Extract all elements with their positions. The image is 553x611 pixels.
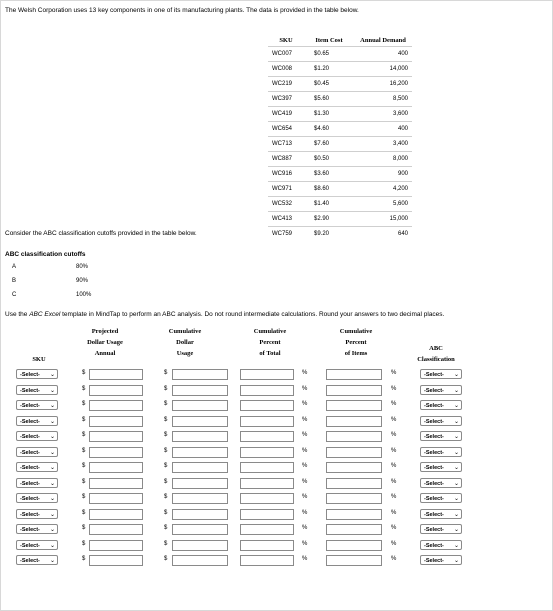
currency-symbol: $ bbox=[164, 416, 168, 423]
abc-select-value: -Select- bbox=[424, 434, 444, 440]
projected-annual-dollar-usage-input[interactable] bbox=[89, 555, 143, 566]
cumulative-percent-total-input[interactable] bbox=[240, 416, 294, 427]
header-item-cost: Item Cost bbox=[315, 36, 343, 44]
cutoff-class: C bbox=[12, 292, 17, 298]
cumulative-percent-items-input[interactable] bbox=[326, 400, 382, 411]
sku-cell: WC971 bbox=[268, 182, 304, 197]
percent-symbol: % bbox=[391, 416, 397, 423]
sku-select[interactable] bbox=[16, 555, 58, 565]
chevron-down-icon: ⌄ bbox=[49, 511, 55, 518]
answer-row bbox=[0, 400, 553, 414]
annual-demand-cell: 400 bbox=[354, 122, 412, 137]
abc-select-value: -Select- bbox=[424, 403, 444, 409]
percent-symbol: % bbox=[302, 401, 308, 407]
projected-annual-dollar-usage-input[interactable] bbox=[89, 493, 143, 504]
currency-symbol: $ bbox=[82, 447, 86, 454]
sku-select-value: -Select- bbox=[20, 387, 40, 394]
percent-symbol: % bbox=[302, 556, 308, 562]
annual-demand-cell: 3,400 bbox=[354, 137, 412, 152]
chevron-down-icon: ⌄ bbox=[453, 511, 459, 518]
cumulative-dollar-usage-input[interactable] bbox=[172, 462, 228, 473]
abc-classification-select[interactable] bbox=[420, 493, 462, 503]
answer-row bbox=[0, 540, 553, 554]
answer-header-sku bbox=[14, 354, 64, 365]
currency-symbol: $ bbox=[82, 385, 86, 392]
projected-annual-dollar-usage-input[interactable] bbox=[89, 447, 143, 458]
percent-symbol: % bbox=[302, 494, 308, 500]
chevron-down-icon: ⌄ bbox=[49, 403, 55, 409]
chevron-down-icon: ⌄ bbox=[49, 387, 55, 394]
currency-symbol: $ bbox=[82, 463, 86, 469]
annual-demand-cell: 5,600 bbox=[354, 197, 412, 212]
currency-symbol: $ bbox=[164, 432, 168, 438]
cumulative-percent-items-input[interactable] bbox=[326, 540, 382, 551]
data-table-row bbox=[268, 212, 412, 227]
answer-row bbox=[0, 509, 553, 523]
percent-symbol: % bbox=[302, 432, 308, 438]
answer-header-cumulative-percent-items bbox=[318, 326, 394, 359]
sku-select-value: -Select- bbox=[20, 558, 40, 564]
percent-symbol: % bbox=[302, 463, 308, 469]
sku-select[interactable] bbox=[16, 416, 58, 426]
answer-row bbox=[0, 416, 553, 430]
sku-cell: WC219 bbox=[268, 77, 304, 92]
sku-select-value: -Select- bbox=[20, 434, 40, 440]
sku-select[interactable] bbox=[16, 524, 58, 534]
cumulative-percent-total-input[interactable] bbox=[240, 462, 294, 473]
answer-row bbox=[0, 493, 553, 507]
sku-select[interactable] bbox=[16, 369, 58, 379]
annual-demand-cell: 3,600 bbox=[354, 107, 412, 122]
projected-annual-dollar-usage-input[interactable] bbox=[89, 509, 143, 520]
sku-select[interactable] bbox=[16, 431, 58, 441]
data-table-row bbox=[268, 197, 412, 212]
data-table-row bbox=[268, 77, 412, 92]
percent-symbol: % bbox=[391, 447, 397, 454]
sku-cell: WC887 bbox=[268, 152, 304, 167]
currency-symbol: $ bbox=[164, 525, 168, 531]
projected-annual-dollar-usage-input[interactable] bbox=[89, 369, 143, 380]
cumulative-dollar-usage-input[interactable] bbox=[172, 431, 228, 442]
annual-demand-cell: 4,200 bbox=[354, 182, 412, 197]
cumulative-dollar-usage-input[interactable] bbox=[172, 555, 228, 566]
data-table-row bbox=[268, 152, 412, 167]
percent-symbol: % bbox=[391, 401, 397, 407]
sku-cell: WC713 bbox=[268, 137, 304, 152]
projected-annual-dollar-usage-input[interactable] bbox=[89, 431, 143, 442]
header-line: Percent bbox=[345, 339, 367, 346]
header-line: Usage bbox=[176, 350, 194, 357]
sku-select[interactable] bbox=[16, 478, 58, 488]
abc-select-value: -Select- bbox=[424, 480, 444, 487]
chevron-down-icon: ⌄ bbox=[453, 465, 459, 471]
header-line: of Items bbox=[344, 350, 368, 357]
sku-select-value: -Select- bbox=[20, 480, 40, 487]
percent-symbol: % bbox=[391, 478, 397, 485]
sku-select-value: -Select- bbox=[20, 465, 40, 471]
currency-symbol: $ bbox=[82, 432, 86, 438]
chevron-down-icon: ⌄ bbox=[49, 434, 55, 440]
projected-annual-dollar-usage-input[interactable] bbox=[89, 400, 143, 411]
currency-symbol: $ bbox=[164, 385, 168, 392]
abc-select-value: -Select- bbox=[424, 418, 444, 425]
percent-symbol: % bbox=[302, 509, 308, 516]
sku-cell: WC654 bbox=[268, 122, 304, 137]
cumulative-percent-items-input[interactable] bbox=[326, 493, 382, 504]
data-table-row bbox=[268, 92, 412, 107]
currency-symbol: $ bbox=[164, 478, 168, 485]
chevron-down-icon: ⌄ bbox=[49, 449, 55, 456]
abc-classification-select[interactable] bbox=[420, 478, 462, 488]
currency-symbol: $ bbox=[164, 509, 168, 516]
header-line: Cumulative bbox=[339, 328, 373, 335]
cumulative-dollar-usage-input[interactable] bbox=[172, 447, 228, 458]
header-line: Projected bbox=[91, 328, 119, 335]
cutoff-table-title: ABC classification cutoffs bbox=[5, 251, 86, 258]
percent-symbol: % bbox=[302, 447, 308, 454]
item-cost-cell: $0.65 bbox=[304, 47, 354, 62]
cumulative-percent-items-input[interactable] bbox=[326, 369, 382, 380]
answer-row bbox=[0, 555, 553, 569]
currency-symbol: $ bbox=[82, 540, 86, 547]
header-line: Dollar bbox=[176, 339, 194, 346]
answer-row bbox=[0, 431, 553, 445]
cumulative-percent-total-input[interactable] bbox=[240, 431, 294, 442]
data-table-row bbox=[268, 47, 412, 62]
cumulative-percent-total-input[interactable] bbox=[240, 400, 294, 411]
chevron-down-icon: ⌄ bbox=[453, 449, 459, 456]
chevron-down-icon: ⌄ bbox=[453, 434, 459, 440]
answer-row bbox=[0, 478, 553, 492]
projected-annual-dollar-usage-input[interactable] bbox=[89, 524, 143, 535]
abc-classification-select[interactable] bbox=[420, 540, 462, 550]
cumulative-percent-items-input[interactable] bbox=[326, 385, 382, 396]
cumulative-dollar-usage-input[interactable] bbox=[172, 385, 228, 396]
chevron-down-icon: ⌄ bbox=[453, 542, 459, 549]
chevron-down-icon: ⌄ bbox=[453, 372, 459, 378]
data-table-row bbox=[268, 62, 412, 77]
sku-cell: WC413 bbox=[268, 212, 304, 227]
data-table-row bbox=[268, 107, 412, 122]
header-line: Annual bbox=[94, 350, 116, 357]
sku-cell: WC419 bbox=[268, 107, 304, 122]
cumulative-dollar-usage-input[interactable] bbox=[172, 493, 228, 504]
chevron-down-icon: ⌄ bbox=[49, 480, 55, 487]
sku-select[interactable] bbox=[16, 462, 58, 472]
sku-select[interactable] bbox=[16, 540, 58, 550]
instructions-before: Use the bbox=[5, 311, 30, 318]
cumulative-dollar-usage-input[interactable] bbox=[172, 369, 228, 380]
sku-cell: WC759 bbox=[268, 227, 304, 242]
header-line: Dollar Usage bbox=[87, 339, 123, 346]
cumulative-percent-total-input[interactable] bbox=[240, 540, 294, 551]
cutoff-class: A bbox=[12, 264, 17, 270]
abc-classification-select[interactable] bbox=[420, 385, 462, 395]
answer-header-projected bbox=[70, 326, 140, 359]
intro-text: The Welsh Corporation uses 13 key components in one of its manufacturing plants. The data is provided in the table below. bbox=[5, 7, 359, 14]
data-table-row bbox=[268, 167, 412, 182]
item-cost-cell: $1.20 bbox=[304, 62, 354, 77]
sku-select[interactable] bbox=[16, 509, 58, 519]
cumulative-percent-total-input[interactable] bbox=[240, 385, 294, 396]
chevron-down-icon: ⌄ bbox=[453, 527, 459, 533]
currency-symbol: $ bbox=[164, 540, 168, 547]
sku-select-value: -Select- bbox=[20, 511, 40, 518]
component-data-table bbox=[268, 35, 412, 241]
annual-demand-cell: 640 bbox=[354, 227, 412, 242]
currency-symbol: $ bbox=[82, 509, 86, 516]
chevron-down-icon: ⌄ bbox=[453, 387, 459, 394]
annual-demand-cell: 900 bbox=[354, 167, 412, 182]
annual-demand-cell: 16,200 bbox=[354, 77, 412, 92]
percent-symbol: % bbox=[391, 494, 397, 500]
sku-select[interactable] bbox=[16, 493, 58, 503]
data-table-row bbox=[268, 182, 412, 197]
abc-select-value: -Select- bbox=[424, 465, 444, 471]
percent-symbol: % bbox=[302, 478, 308, 485]
currency-symbol: $ bbox=[164, 447, 168, 454]
percent-symbol: % bbox=[391, 463, 397, 469]
sku-select-value: -Select- bbox=[20, 418, 40, 425]
abc-classification-select[interactable] bbox=[420, 431, 462, 441]
item-cost-cell: $1.30 bbox=[304, 107, 354, 122]
cumulative-percent-items-input[interactable] bbox=[326, 416, 382, 427]
header-line: Cumulative bbox=[168, 328, 202, 335]
cumulative-percent-items-input[interactable] bbox=[326, 478, 382, 489]
cumulative-percent-total-input[interactable] bbox=[240, 493, 294, 504]
annual-demand-cell: 400 bbox=[354, 47, 412, 62]
percent-symbol: % bbox=[302, 370, 308, 376]
header-line: SKU bbox=[32, 356, 46, 363]
answer-header-cumulative-percent-total bbox=[232, 326, 308, 359]
item-cost-cell: $5.60 bbox=[304, 92, 354, 107]
cumulative-percent-total-input[interactable] bbox=[240, 369, 294, 380]
chevron-down-icon: ⌄ bbox=[49, 372, 55, 378]
sku-select-value: -Select- bbox=[20, 496, 40, 502]
chevron-down-icon: ⌄ bbox=[453, 558, 459, 564]
currency-symbol: $ bbox=[82, 370, 86, 376]
cumulative-dollar-usage-input[interactable] bbox=[172, 509, 228, 520]
cumulative-percent-items-input[interactable] bbox=[326, 509, 382, 520]
sku-select[interactable] bbox=[16, 400, 58, 410]
currency-symbol: $ bbox=[82, 478, 86, 485]
instructions-after: template in MindTap to perform an ABC analysis. Do not round intermediate calculations. Round your answers to two decimal places. bbox=[60, 311, 445, 318]
cutoff-value: 100% bbox=[76, 292, 92, 298]
header-annual-demand: Annual Demand bbox=[360, 36, 406, 44]
answer-header-cumulative-dollar bbox=[150, 326, 220, 359]
header-line: ABC bbox=[429, 345, 443, 352]
cumulative-dollar-usage-input[interactable] bbox=[172, 540, 228, 551]
currency-symbol: $ bbox=[82, 494, 86, 500]
currency-symbol: $ bbox=[164, 370, 168, 376]
percent-symbol: % bbox=[302, 525, 308, 531]
currency-symbol: $ bbox=[82, 401, 86, 407]
sku-select-value: -Select- bbox=[20, 449, 40, 456]
chevron-down-icon: ⌄ bbox=[453, 418, 459, 425]
abc-select-value: -Select- bbox=[424, 511, 444, 518]
data-table-row bbox=[268, 137, 412, 152]
cumulative-percent-items-input[interactable] bbox=[326, 431, 382, 442]
projected-annual-dollar-usage-input[interactable] bbox=[89, 478, 143, 489]
chevron-down-icon: ⌄ bbox=[453, 403, 459, 409]
currency-symbol: $ bbox=[82, 556, 86, 562]
sku-cell: WC007 bbox=[268, 47, 304, 62]
abc-classification-select[interactable] bbox=[420, 462, 462, 472]
abc-classification-select[interactable] bbox=[420, 416, 462, 426]
abc-select-value: -Select- bbox=[424, 558, 444, 564]
cumulative-percent-total-input[interactable] bbox=[240, 447, 294, 458]
abc-select-value: -Select- bbox=[424, 387, 444, 394]
instructions-text bbox=[5, 311, 444, 318]
percent-symbol: % bbox=[391, 540, 397, 547]
header-line: of Total bbox=[259, 350, 281, 357]
cutoff-row bbox=[0, 264, 140, 274]
abc-select-value: -Select- bbox=[424, 449, 444, 456]
percent-symbol: % bbox=[302, 416, 308, 423]
currency-symbol: $ bbox=[82, 416, 86, 423]
abc-select-value: -Select- bbox=[424, 496, 444, 502]
chevron-down-icon: ⌄ bbox=[453, 496, 459, 502]
sku-select[interactable] bbox=[16, 385, 58, 395]
cumulative-percent-total-input[interactable] bbox=[240, 478, 294, 489]
answer-row bbox=[0, 462, 553, 476]
percent-symbol: % bbox=[391, 370, 397, 376]
abc-select-value: -Select- bbox=[424, 542, 444, 549]
cumulative-percent-total-input[interactable] bbox=[240, 509, 294, 520]
currency-symbol: $ bbox=[164, 463, 168, 469]
item-cost-cell: $2.90 bbox=[304, 212, 354, 227]
item-cost-cell: $8.60 bbox=[304, 182, 354, 197]
data-table-header-row bbox=[268, 35, 412, 47]
answer-header-abc-classification bbox=[398, 343, 474, 365]
chevron-down-icon: ⌄ bbox=[453, 480, 459, 487]
data-table-row bbox=[268, 122, 412, 137]
percent-symbol: % bbox=[391, 509, 397, 516]
cumulative-dollar-usage-input[interactable] bbox=[172, 416, 228, 427]
sku-select-value: -Select- bbox=[20, 527, 40, 533]
header-line: Cumulative bbox=[253, 328, 287, 335]
cumulative-percent-items-input[interactable] bbox=[326, 524, 382, 535]
percent-symbol: % bbox=[391, 432, 397, 438]
cutoff-class: B bbox=[12, 278, 17, 284]
abc-select-value: -Select- bbox=[424, 527, 444, 533]
annual-demand-cell: 14,000 bbox=[354, 62, 412, 77]
chevron-down-icon: ⌄ bbox=[49, 527, 55, 533]
abc-classification-select[interactable] bbox=[420, 369, 462, 379]
item-cost-cell: $7.60 bbox=[304, 137, 354, 152]
percent-symbol: % bbox=[302, 385, 308, 392]
cutoff-row bbox=[0, 278, 140, 288]
header-line: Percent bbox=[259, 339, 281, 346]
chevron-down-icon: ⌄ bbox=[49, 496, 55, 502]
chevron-down-icon: ⌄ bbox=[49, 542, 55, 549]
cumulative-percent-total-input[interactable] bbox=[240, 555, 294, 566]
projected-annual-dollar-usage-input[interactable] bbox=[89, 462, 143, 473]
item-cost-cell: $9.20 bbox=[304, 227, 354, 242]
percent-symbol: % bbox=[302, 540, 308, 547]
abc-classification-select[interactable] bbox=[420, 447, 462, 457]
sku-select[interactable] bbox=[16, 447, 58, 457]
currency-symbol: $ bbox=[164, 556, 168, 562]
answer-row bbox=[0, 524, 553, 538]
percent-symbol: % bbox=[391, 525, 397, 531]
header-sku: SKU bbox=[279, 36, 293, 44]
percent-symbol: % bbox=[391, 556, 397, 562]
currency-symbol: $ bbox=[82, 525, 86, 531]
answer-row bbox=[0, 369, 553, 383]
abc-classification-select[interactable] bbox=[420, 524, 462, 534]
chevron-down-icon: ⌄ bbox=[49, 418, 55, 425]
chevron-down-icon: ⌄ bbox=[49, 465, 55, 471]
percent-symbol: % bbox=[391, 385, 397, 392]
sku-select-value: -Select- bbox=[20, 403, 40, 409]
sku-cell: WC008 bbox=[268, 62, 304, 77]
abc-classification-select[interactable] bbox=[420, 555, 462, 565]
chevron-down-icon: ⌄ bbox=[49, 558, 55, 564]
data-table-row bbox=[268, 227, 412, 242]
cutoff-value: 90% bbox=[76, 278, 89, 284]
sku-cell: WC532 bbox=[268, 197, 304, 212]
cumulative-dollar-usage-input[interactable] bbox=[172, 478, 228, 489]
item-cost-cell: $1.40 bbox=[304, 197, 354, 212]
cumulative-percent-items-input[interactable] bbox=[326, 447, 382, 458]
item-cost-cell: $0.50 bbox=[304, 152, 354, 167]
projected-annual-dollar-usage-input[interactable] bbox=[89, 416, 143, 427]
annual-demand-cell: 8,500 bbox=[354, 92, 412, 107]
annual-demand-cell: 8,000 bbox=[354, 152, 412, 167]
sku-select-value: -Select- bbox=[20, 542, 40, 549]
projected-annual-dollar-usage-input[interactable] bbox=[89, 385, 143, 396]
cumulative-percent-items-input[interactable] bbox=[326, 462, 382, 473]
abc-select-value: -Select- bbox=[424, 372, 444, 378]
item-cost-cell: $3.60 bbox=[304, 167, 354, 182]
projected-annual-dollar-usage-input[interactable] bbox=[89, 540, 143, 551]
cumulative-dollar-usage-input[interactable] bbox=[172, 400, 228, 411]
cutoff-intro-text: Consider the ABC classification cutoffs provided in the table below. bbox=[5, 230, 197, 237]
answer-row bbox=[0, 447, 553, 461]
header-line: Classification bbox=[417, 356, 455, 363]
abc-classification-select[interactable] bbox=[420, 509, 462, 519]
cumulative-dollar-usage-input[interactable] bbox=[172, 524, 228, 535]
item-cost-cell: $4.60 bbox=[304, 122, 354, 137]
sku-cell: WC916 bbox=[268, 167, 304, 182]
sku-cell: WC397 bbox=[268, 92, 304, 107]
currency-symbol: $ bbox=[164, 401, 168, 407]
cutoff-value: 80% bbox=[76, 264, 89, 270]
answer-row bbox=[0, 385, 553, 399]
cumulative-percent-total-input[interactable] bbox=[240, 524, 294, 535]
item-cost-cell: $0.45 bbox=[304, 77, 354, 92]
abc-classification-select[interactable] bbox=[420, 400, 462, 410]
sku-select-value: -Select- bbox=[20, 372, 40, 378]
instructions-template-name: ABC Excel bbox=[29, 311, 61, 318]
annual-demand-cell: 15,000 bbox=[354, 212, 412, 227]
cutoff-row bbox=[0, 292, 140, 302]
currency-symbol: $ bbox=[164, 494, 168, 500]
cumulative-percent-items-input[interactable] bbox=[326, 555, 382, 566]
